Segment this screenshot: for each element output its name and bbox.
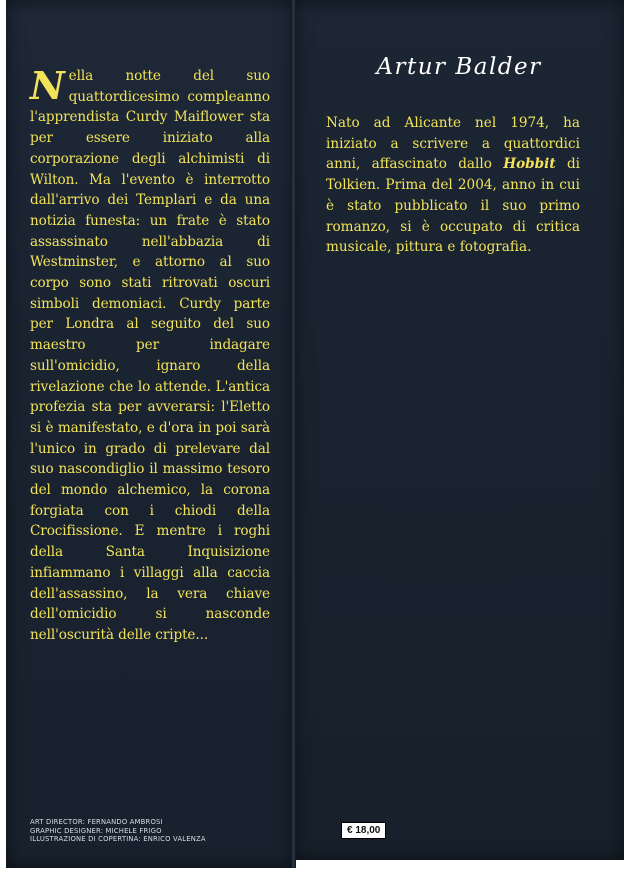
author-name: Artur Balder: [376, 54, 542, 80]
fold-crease: [291, 0, 296, 868]
bio-book-title: Hobbit: [503, 156, 556, 173]
synopsis-body: ella notte del suo quattordicesimo compleanno l'apprendista Curdy Maiflower sta per essere iniziato alla corporazione degli alchimisti di Wilton. Ma l'evento è interrotto dall'arrivo dei Templari e da una notizia funesta: un frate è stato assassinato nell'abbazia di Westminster, e attorno al suo corpo sono stati ritrovati oscuri simboli demoniaci. Curdy parte per Londra al seguito del suo maestro per indagare sull'omicidio, ignaro della rivelazione che lo attende. L'antica profezia sta per avverarsi: l'Eletto si è manifestato, e d'ora in poi sarà l'unico in grado di prelevare dal suo nascondiglio il massimo tesoro del mondo alchemico, la corona forgiata con i chiodi della Crocifissione. E mentre i roghi della Santa Inquisizione infiammano i villaggi alla caccia dell'assassino, la vera chiave dell'omicidio si nasconde nell'oscurità delle cripte...: [30, 68, 270, 643]
drop-cap: N: [30, 63, 65, 108]
credit-graphic-designer: GRAPHIC DESIGNER: MICHELE FRIGO: [30, 826, 162, 835]
bio-text-after: di Tolkien. Prima del 2004, anno in cui è stato pubblicato il suo primo romanzo, si è occupato di critica musicale, pittura e fotografia.: [326, 156, 580, 256]
bio-text-before: Nato ad Alicante nel 1974, ha iniziato a scrivere a quattordici anni, affascinato dallo: [326, 115, 580, 173]
author-bio: [326, 113, 580, 258]
credits-block: [30, 818, 270, 844]
price-label: € 18,00: [341, 822, 386, 839]
credit-cover-illustration: ILLUSTRAZIONE DI COPERTINA: ENRICO VALENZA: [30, 835, 206, 844]
synopsis-text: [30, 63, 270, 646]
credit-art-director: ART DIRECTOR: FERNANDO AMBROSI: [30, 818, 163, 826]
